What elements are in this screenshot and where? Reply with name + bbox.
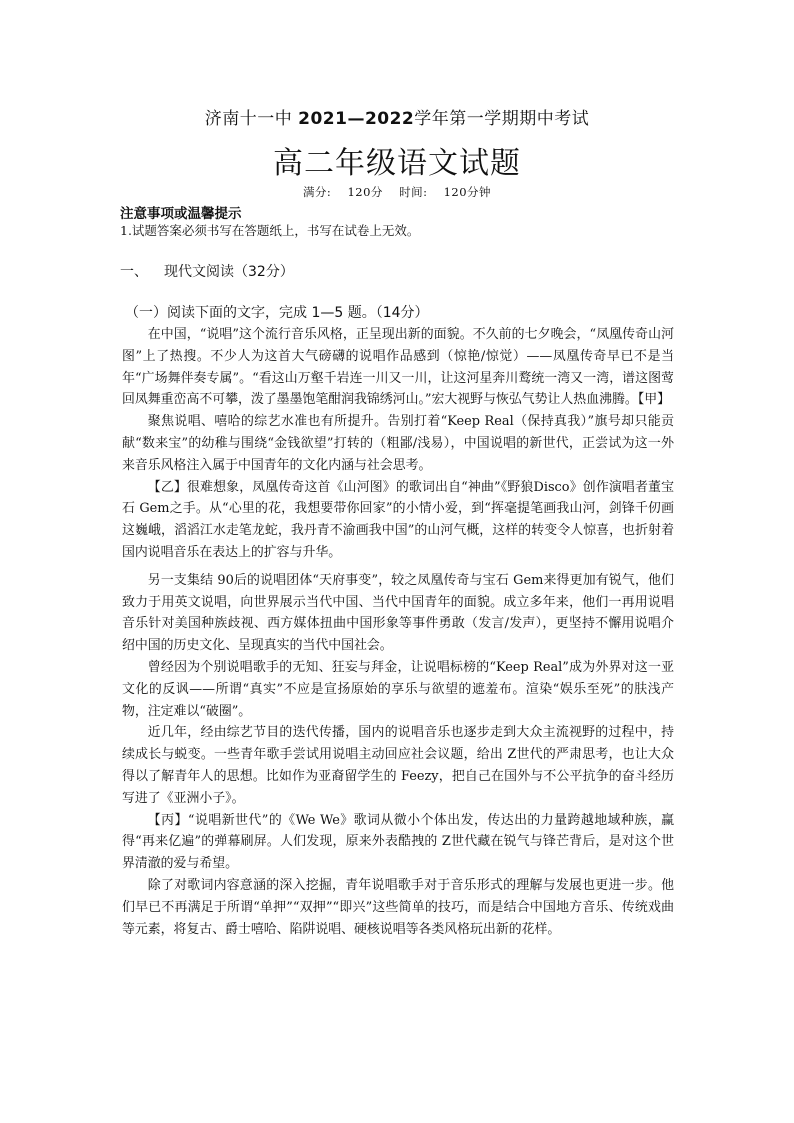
exam-term: 学年第一学期期中考试 xyxy=(414,109,590,129)
passage-paragraph-6: 近几年，经由综艺节目的迭代传播，国内的说唱音乐也逐步走到大众主流视野的过程中，持续成长与蜕变。一些青年歌手尝试用说唱主动回应社会议题，给出 Z世代的严肃思考，也让大众得以了解青年人的思想。比如作为亚裔留学生的 Feezy，把自己在国外与不公平抗争的奋斗经历写进了《亚洲小子》。 xyxy=(122,725,674,806)
score-value: 120分 xyxy=(347,185,383,199)
section-heading xyxy=(120,261,294,281)
passage-paragraph-8: 除了对歌词内容意涵的深入挖掘，青年说唱歌手对于音乐形式的理解与发展也更进一步。他们早已不再满足于所谓“单押”“双押”“即兴”这些简单的技巧，而是结合中国地方音乐、传统戏曲等元素，将复古、爵士嘻哈、陷阱说唱、硬核说唱等各类风格玩出新的花样。 xyxy=(122,877,674,937)
school-name: 济南十一中 xyxy=(204,109,293,129)
time-value: 120分钟 xyxy=(443,185,492,199)
notice-item-1: 1.试题答案必须书写在答题纸上，书写在试卷上无效。 xyxy=(120,223,420,238)
passage-paragraph-4: 另一支集结 90后的说唱团体“天府事变”，较之凤凰传奇与宝石 Gem来得更加有锐气，他们致力于用英文说唱，向世界展示当代中国、当代中国青年的面貌。成立多年来，他们一再用说唱音乐针对美国种族歧视、西方媒体扭曲中国形象等事件勇敢（发言/发声），更坚持不懈用说唱介绍中国的历史文化、呈现真实的当代中国社会。 xyxy=(122,572,674,654)
passage-paragraph-3: 【乙】很难想象，凤凰传奇这首《山河图》的歌词出自“神曲”《野狼Disco》创作演唱者董宝石 Gem之手。从“心里的花，我想要带你回家”的小情小爱，到“挥毫提笔画我山河，剑锋千仞画这巍峨，滔滔江水走笔龙蛇，我丹青不渝画我中国”的山河气概，这样的转变令人惊喜，也折射着国内说唱音乐在表达上的扩容与升华。 xyxy=(122,479,674,560)
time-label: 时间: xyxy=(399,185,428,199)
notice-heading: 注意事项或温馨提示 xyxy=(120,206,242,222)
passage-paragraph-5: 曾经因为个别说唱歌手的无知、狂妄与拜金，让说唱标榜的“Keep Real”成为外界对这一亚文化的反讽——所谓“真实”不应是宣扬原始的享乐与欲望的遮羞布。渲染“娱乐至死”的肤浅产物，注定难以“破圈”。 xyxy=(122,659,674,719)
section-title: 现代文阅读（32分） xyxy=(164,264,294,280)
part-heading: （一）阅读下面的文字，完成 1—5 题。（14分） xyxy=(125,305,429,321)
passage-paragraph-7: 【丙】“说唱新世代”的《We We》歌词从微小个体出发，传达出的力量跨越地域种族，赢得“再来亿遍”的弹幕刷屏。人们发现，原来外表酷拽的 Z世代藏在锐气与锋芒背后，是对这个世界清澈的爱与希望。 xyxy=(122,812,674,872)
exam-years: 2021—2022 xyxy=(298,109,415,129)
passage-paragraph-1: 在中国，“说唱”这个流行音乐风格，正呈现出新的面貌。不久前的七夕晚会，“凤凰传奇山河图”上了热搜。不少人为这首大气磅礴的说唱作品感到（惊艳/惊觉）——凤凰传奇早已不是当年“广场舞伴奏专属”。“看这山万壑千岩连一川又一川，让这河星奔川鹜统一湾又一湾，谱这图莺回凤舞重峦高不可攀，泼了墨墨饱笔酣润我锦绣河山。”宏大视野与恢弘气势让人热血沸腾。【甲】 xyxy=(122,327,674,408)
score-time-line xyxy=(0,184,794,200)
score-label: 满分: xyxy=(302,185,332,199)
reading-passage xyxy=(122,324,674,940)
section-number: 一、 xyxy=(120,264,148,280)
subject-title: 高二年级语文试题 xyxy=(273,146,521,181)
exam-title xyxy=(0,104,794,129)
passage-paragraph-2: 聚焦说唱、嘻哈的综艺水准也有所提升。告别打着“Keep Real（保持真我）”旗号却只能贡献“数来宝”的幼稚与围绕“金钱欲望”打转的（粗鄙/浅易），中国说唱的新世代，正尝试为这一外来音乐风格注入属于中国青年的文化内涵与社会思考。 xyxy=(122,414,674,473)
